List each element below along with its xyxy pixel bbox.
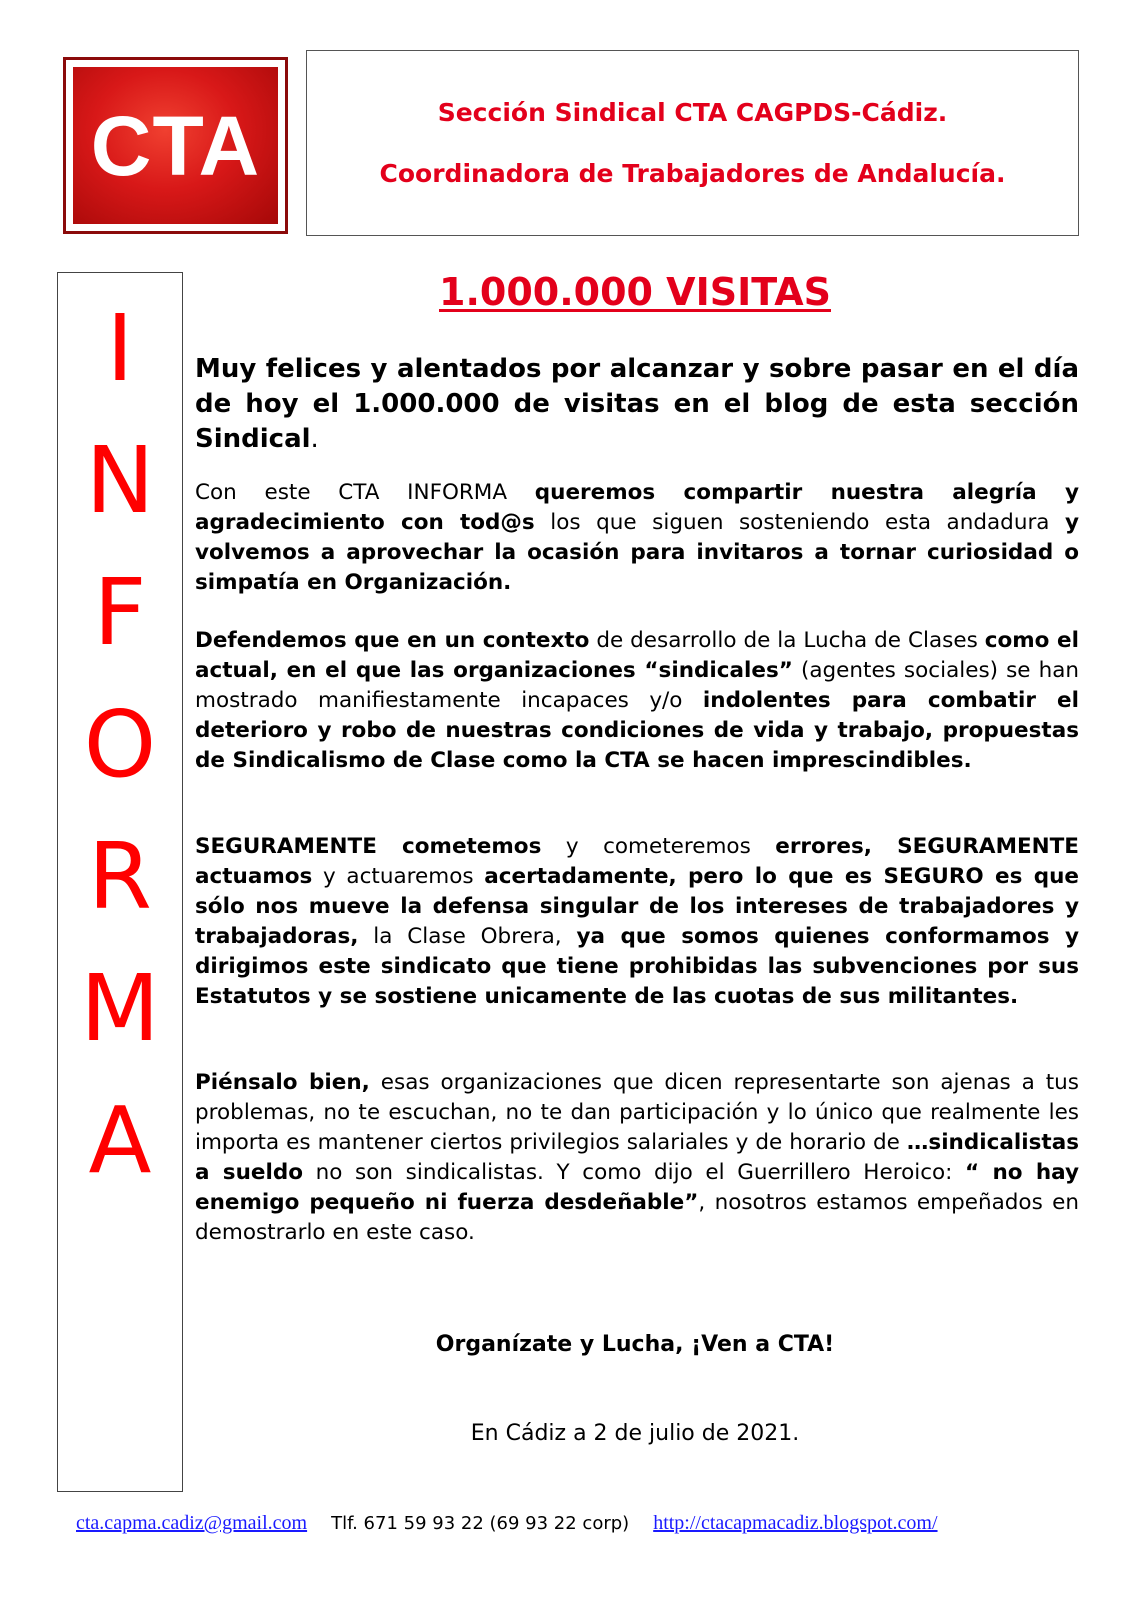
p2-bold: indolentes para combatir el deterioro y robo de nuestras condiciones de vida y trabajo, propuestas de Sindicalismo de Clase como la CTA se hacen imprescindibles. [195, 688, 1080, 773]
p3-text: la Clase Obrera, [358, 924, 577, 949]
paragraph-2 [195, 626, 1079, 776]
header-org-name: Coordinadora de Trabajadores de Andalucía. [379, 159, 1006, 188]
informa-letter: O [83, 691, 157, 798]
paragraph-4 [195, 1068, 1079, 1248]
informa-sidebar [57, 272, 183, 1492]
informa-letter: F [93, 559, 147, 666]
p1-bold: y volvemos a aprovechar la ocasión para invitaros a tornar curiosidad o simpatía en Organización. [195, 510, 1079, 595]
cta-logo-text: CTA [90, 98, 261, 193]
lead-period: . [310, 424, 319, 454]
header-box [306, 50, 1079, 236]
informa-letter: I [106, 295, 134, 402]
p4-bold: “ no hay enemigo pequeño ni fuerza desdeñable” [195, 1160, 1079, 1215]
cta-logo-badge [73, 67, 278, 224]
page-title: 1.000.000 VISITAS [439, 270, 831, 314]
p2-bold: como el actual, en el que las organizaciones “sindicales” [195, 628, 1079, 683]
email-link[interactable]: cta.capma.cadiz@gmail.com [76, 1512, 308, 1534]
p3-bold: errores, SEGURAMENTE actuamos [195, 834, 1079, 889]
p4-text: esas organizaciones que dicen representarte son ajenas a tus problemas, no te escuchan, no te dan participación y lo único que realmente les importa es mantener ciertos privilegios salariales y de horario de [195, 1070, 1080, 1155]
p2-text: de desarrollo de la Lucha de Clases [589, 628, 985, 653]
cta-logo [63, 57, 288, 234]
p3-bold: acertadamente, pero lo que es SEGURO es que sólo nos mueve la defensa singular de los intereses de trabajadores y trabajadoras, [195, 864, 1079, 949]
p4-text: , nosotros estamos empeñados en demostrarlo en este caso. [195, 1190, 1079, 1245]
paragraph-3 [195, 832, 1079, 1012]
p4-bold: …sindicalistas a sueldo [195, 1130, 1079, 1185]
blog-link[interactable]: http://ctacapmacadiz.blogspot.com/ [653, 1512, 938, 1534]
lead-bold-text: Muy felices y alentados por alcanzar y sobre pasar en el día de hoy el 1.000.000 de visitas en el blog de esta sección Sindical [195, 354, 1079, 454]
p3-bold: SEGURAMENTE cometemos [195, 834, 542, 859]
p2-text: (agentes sociales) se han mostrado manifiestamente incapaces y/o [195, 658, 1079, 713]
paragraph-1 [195, 478, 1079, 598]
p3-text: y cometeremos [541, 834, 776, 859]
date-line: En Cádiz a 2 de julio de 2021. [470, 1421, 800, 1446]
p4-bold: Piénsalo bien, [195, 1070, 370, 1095]
header-section-title: Sección Sindical CTA CAGPDS-Cádiz. [437, 98, 948, 127]
informa-letter: A [88, 1087, 152, 1194]
footer [76, 1512, 938, 1535]
p4-text: no son sindicalistas. Y como dijo el Guerrillero Heroico: [303, 1160, 966, 1185]
p3-bold: ya que somos quienes conformamos y dirigimos este sindicato que tiene prohibidas las subvenciones por sus Estatutos y se sostiene unicamente de las cuotas de sus militantes. [195, 924, 1080, 1009]
phone-text: Tlf. 671 59 93 22 (69 93 22 corp) [331, 1513, 630, 1534]
p1-text: los que siguen sosteniendo esta andadura [534, 510, 1065, 535]
informa-letter: M [80, 955, 160, 1062]
slogan: Organízate y Lucha, ¡Ven a CTA! [435, 1332, 835, 1357]
p1-bold: queremos compartir nuestra alegría y agradecimiento con tod@s [195, 480, 1079, 535]
p2-bold: Defendemos que en un contexto [195, 628, 590, 653]
lead-paragraph [195, 352, 1079, 457]
informa-letter: R [88, 823, 152, 930]
p1-text: Con este CTA INFORMA [195, 480, 535, 505]
p3-text: y actuaremos [312, 864, 485, 889]
informa-letter: N [85, 427, 155, 534]
